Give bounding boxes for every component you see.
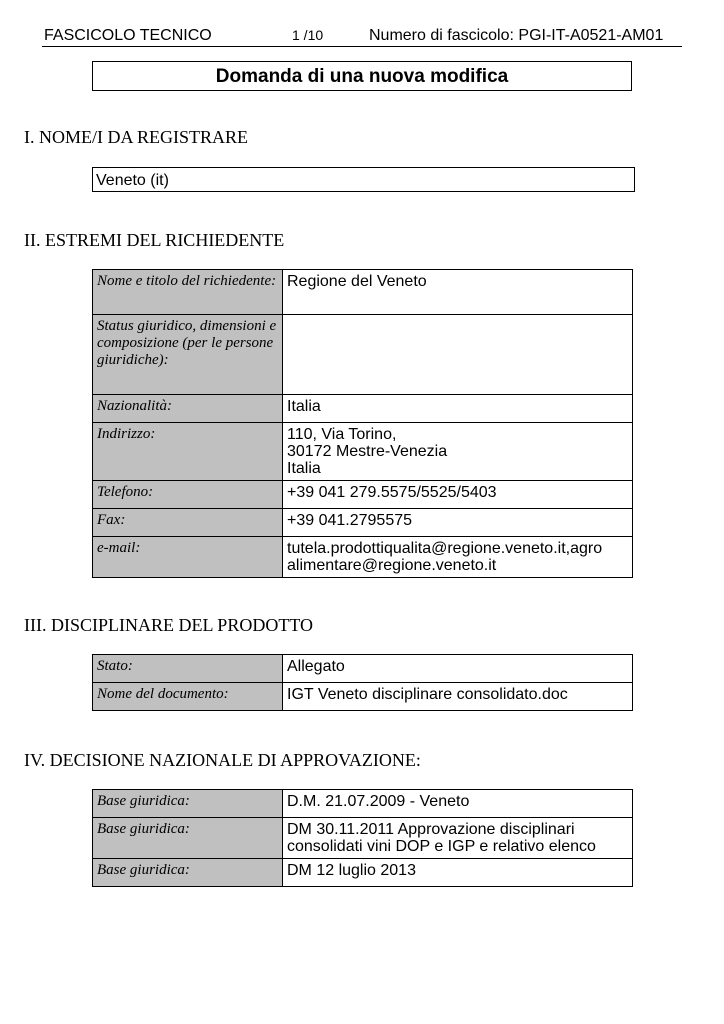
- field-value: IGT Veneto disciplinare consolidato.doc: [283, 683, 633, 711]
- field-label: Status giuridico, dimensioni e composizione (per le persone giuridiche):: [93, 315, 283, 395]
- section-heading-names: I. NOME/I DA REGISTRARE: [24, 127, 248, 147]
- applicant-table: [92, 269, 633, 578]
- field-value: 110, Via Torino, 30172 Mestre-Venezia Italia: [283, 423, 633, 481]
- field-value: +39 041.2795575: [283, 509, 633, 537]
- table-row: [93, 655, 633, 683]
- table-row: [93, 270, 633, 315]
- approval-table: [92, 789, 633, 887]
- table-row: [93, 315, 633, 395]
- field-label: Base giuridica:: [93, 859, 283, 887]
- header-doc-type: FASCICOLO TECNICO: [44, 27, 212, 44]
- field-label: Base giuridica:: [93, 790, 283, 818]
- field-label: Stato:: [93, 655, 283, 683]
- document-title: Domanda di una nuova modifica: [92, 61, 632, 91]
- field-value: Allegato: [283, 655, 633, 683]
- field-value: Italia: [283, 395, 633, 423]
- table-row: [93, 509, 633, 537]
- field-label: Nome e titolo del richiedente:: [93, 270, 283, 315]
- table-row: [93, 790, 633, 818]
- table-row: [93, 818, 633, 859]
- field-value: DM 12 luglio 2013: [283, 859, 633, 887]
- specification-table: [92, 654, 633, 711]
- field-value: [283, 315, 633, 395]
- table-row: [93, 683, 633, 711]
- field-label: Telefono:: [93, 481, 283, 509]
- field-label: Base giuridica:: [93, 818, 283, 859]
- registered-name-box: Veneto (it): [92, 167, 635, 192]
- table-row: [93, 481, 633, 509]
- field-value: Regione del Veneto: [283, 270, 633, 315]
- field-label: e-mail:: [93, 537, 283, 578]
- header-divider: [42, 46, 682, 47]
- field-label: Nome del documento:: [93, 683, 283, 711]
- field-value: tutela.prodottiqualita@regione.veneto.it,agro alimentare@regione.veneto.it: [283, 537, 633, 578]
- field-label: Fax:: [93, 509, 283, 537]
- field-value: D.M. 21.07.2009 - Veneto: [283, 790, 633, 818]
- header-file-number: Numero di fascicolo: PGI-IT-A0521-AM01: [369, 27, 664, 44]
- table-row: [93, 537, 633, 578]
- section-heading-applicant: II. ESTREMI DEL RICHIEDENTE: [24, 230, 285, 250]
- page-number: 1 /10: [292, 27, 324, 43]
- table-row: [93, 395, 633, 423]
- table-row: [93, 859, 633, 887]
- section-heading-specification: III. DISCIPLINARE DEL PRODOTTO: [24, 615, 313, 635]
- section-heading-approval: IV. DECISIONE NAZIONALE DI APPROVAZIONE:: [24, 750, 421, 770]
- field-label: Indirizzo:: [93, 423, 283, 481]
- field-label: Nazionalità:: [93, 395, 283, 423]
- field-value: +39 041 279.5575/5525/5403: [283, 481, 633, 509]
- field-value: DM 30.11.2011 Approvazione disciplinari consolidati vini DOP e IGP e relativo elenco: [283, 818, 633, 859]
- table-row: [93, 423, 633, 481]
